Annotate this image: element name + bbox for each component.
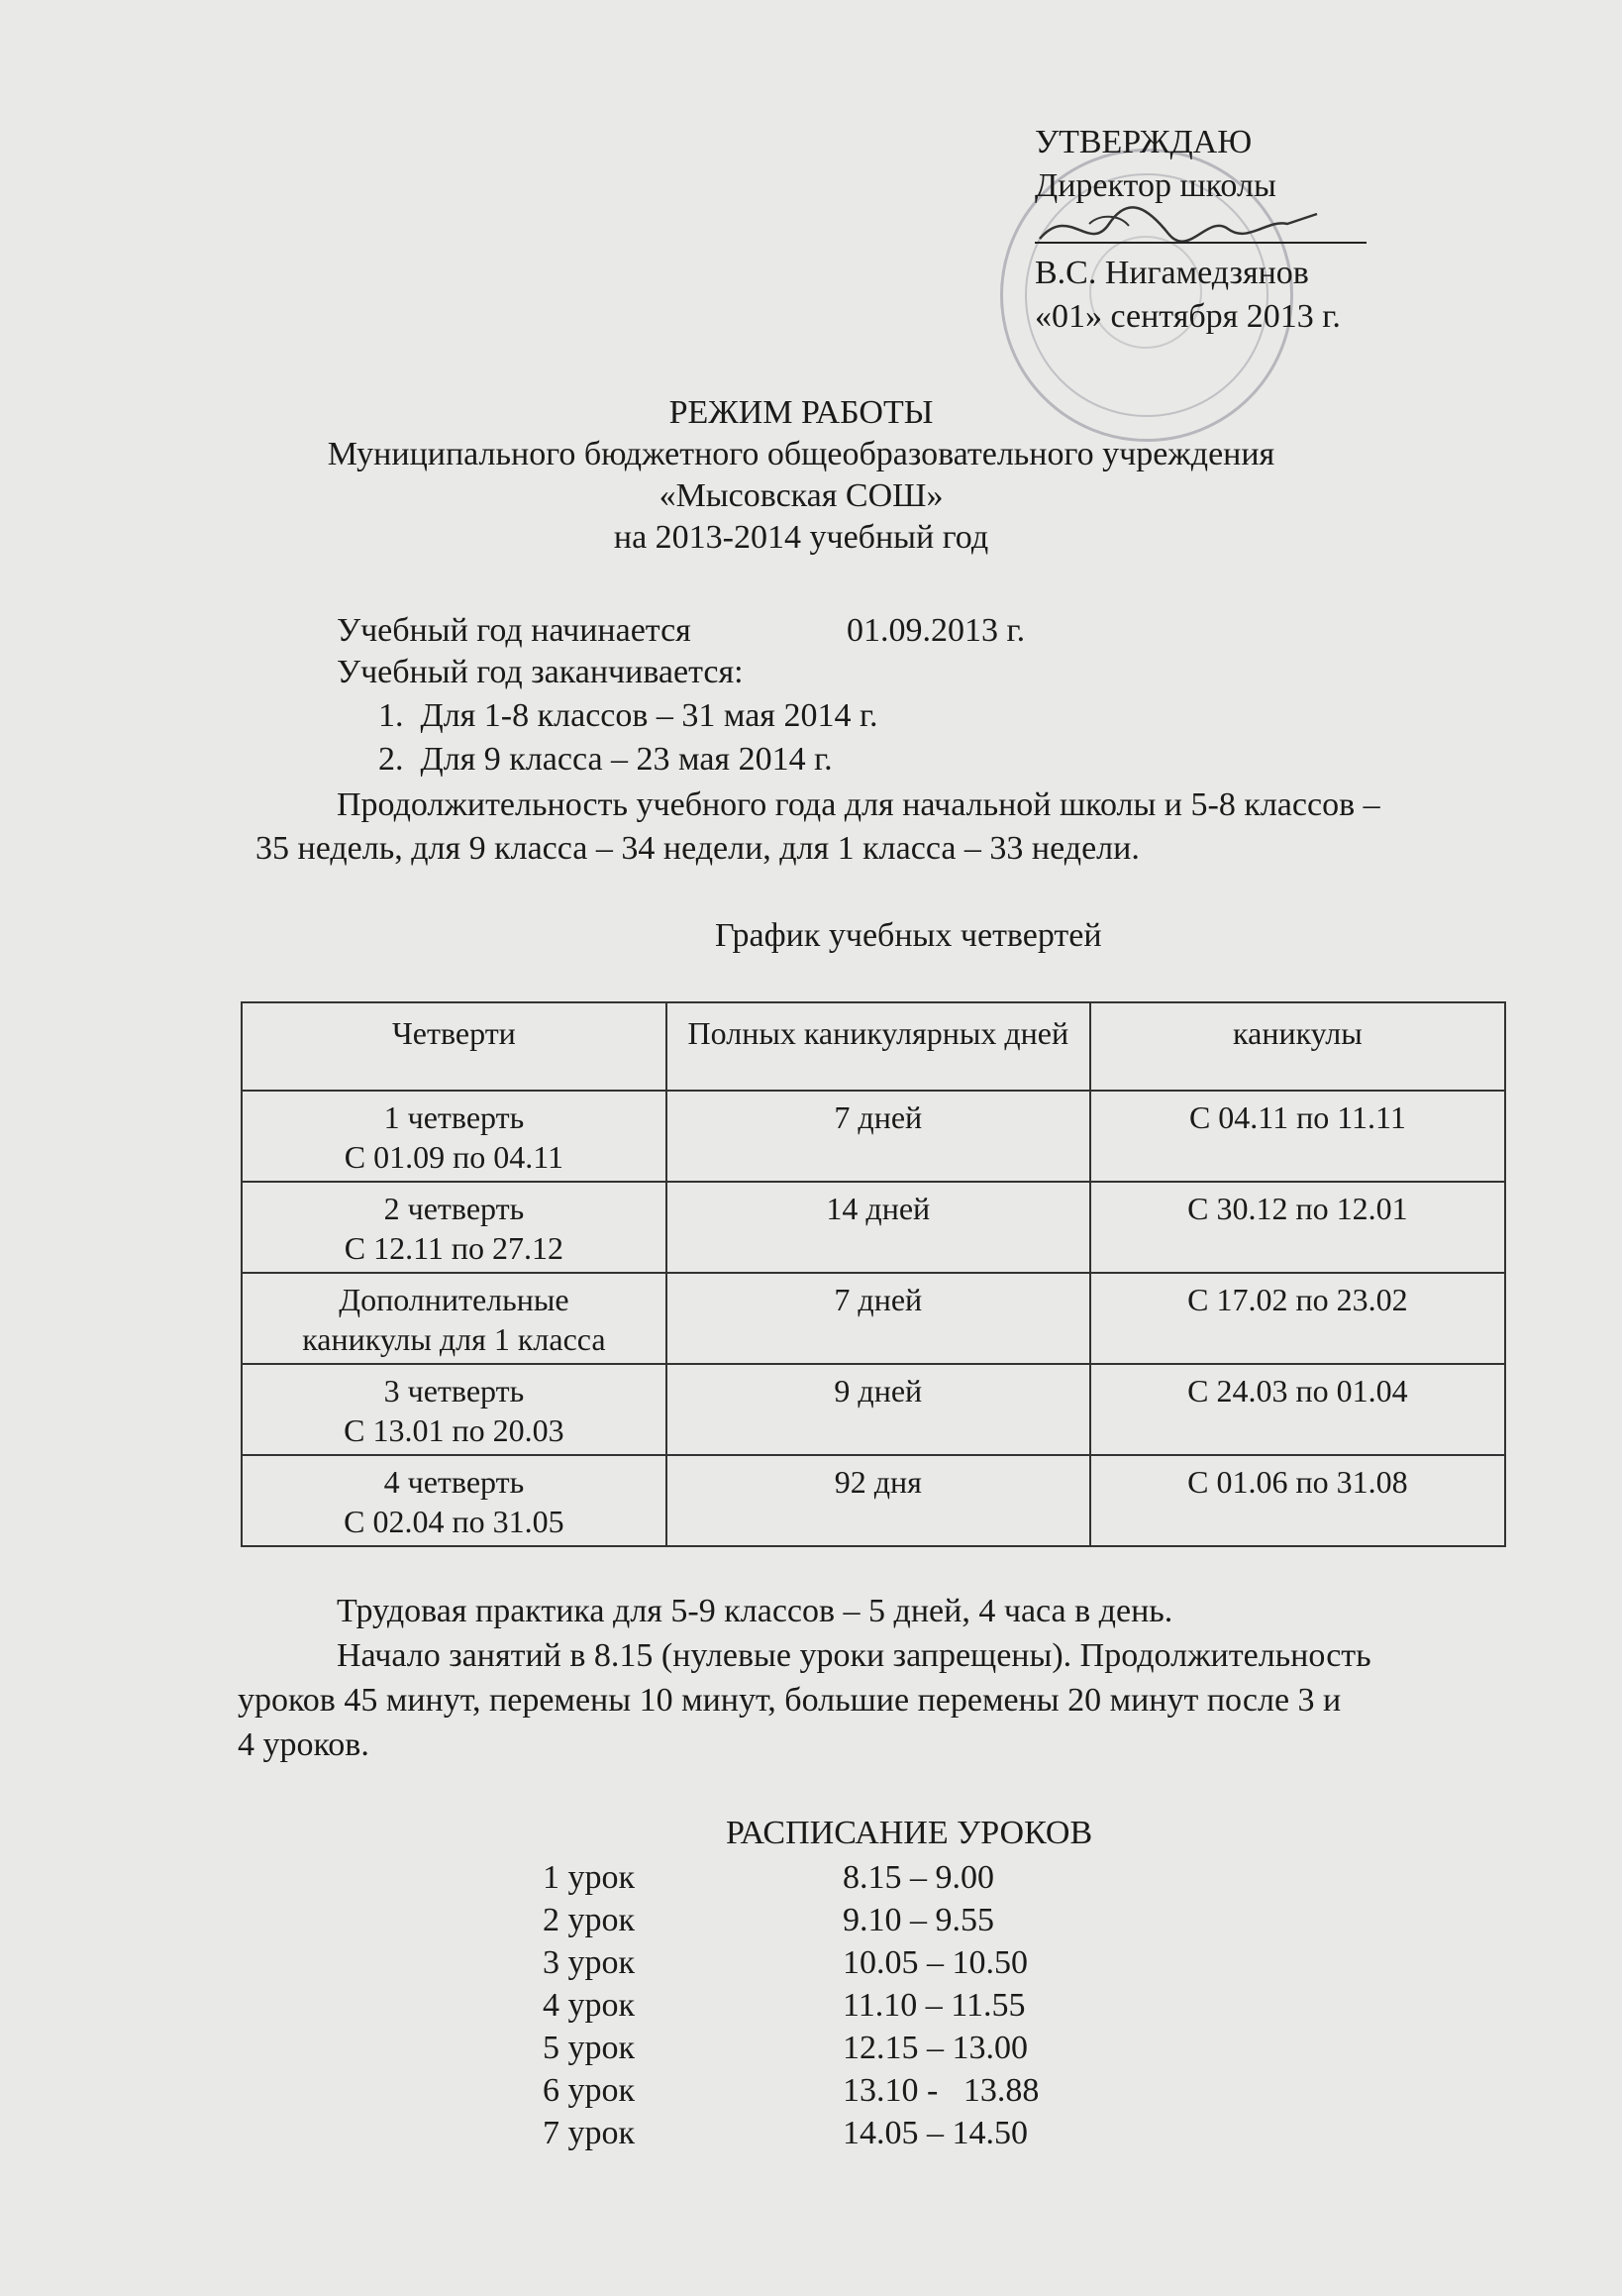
period-name: 3 четверть [383, 1373, 525, 1409]
approval-position: Директор школы [1035, 167, 1276, 204]
list-item [543, 1899, 1039, 1941]
approval-date: «01» сентября 2013 г. [1035, 298, 1341, 335]
list-num: 1. [378, 697, 404, 734]
days-cell: 7 дней [666, 1091, 1090, 1182]
lessons-info-line-2: уроков 45 минут, перемены 10 минут, большие перемены 20 минут после 3 и [238, 1682, 1342, 1719]
lesson-time: 13.10 - 13.88 [843, 2072, 1040, 2109]
lesson-time: 14.05 – 14.50 [843, 2115, 1028, 2151]
lesson-time: 9.10 – 9.55 [843, 1902, 994, 1938]
holidays-cell: С 04.11 по 11.11 [1090, 1091, 1505, 1182]
table-row [242, 1091, 1505, 1182]
list-item [543, 2112, 1039, 2154]
days-cell: 9 дней [666, 1364, 1090, 1455]
lesson-label: 5 урок [543, 2030, 636, 2066]
period-dates: С 13.01 по 20.03 [344, 1412, 564, 1448]
lesson-time: 12.15 – 13.00 [843, 2030, 1028, 2066]
list-item [543, 1856, 1039, 1899]
approval-name: В.С. Нигамедзянов [1035, 255, 1309, 291]
year-end-item-2 [378, 739, 833, 781]
practice-text: Трудовая практика для 5-9 классов – 5 дней, 4 часа в день. [337, 1593, 1173, 1629]
table-row [242, 1455, 1505, 1546]
table-row [242, 1182, 1505, 1273]
signature-line [1035, 242, 1367, 244]
lesson-label: 1 урок [543, 1859, 636, 1896]
table-row [242, 1273, 1505, 1364]
holidays-cell: С 17.02 по 23.02 [1090, 1273, 1505, 1364]
table-row [242, 1364, 1505, 1455]
period-name: 4 четверть [383, 1464, 525, 1500]
days-cell: 14 дней [666, 1182, 1090, 1273]
lesson-label: 7 урок [543, 2115, 636, 2151]
year-end-item-1 [378, 695, 878, 737]
year-start-date: 01.09.2013 г. [847, 612, 1026, 649]
quarters-table [241, 1001, 1506, 1547]
header-holidays: каникулы [1090, 1002, 1505, 1091]
lesson-time: 8.15 – 9.00 [843, 1859, 994, 1896]
lesson-label: 6 урок [543, 2072, 636, 2109]
period-name: Дополнительные [339, 1282, 569, 1317]
period-cell [242, 1273, 666, 1364]
schedule-title: РАСПИСАНИЕ УРОКОВ [726, 1815, 1093, 1851]
academic-year: на 2013-2014 учебный год [613, 519, 989, 556]
lesson-time: 11.10 – 11.55 [843, 1987, 1026, 2024]
period-dates: С 01.09 по 04.11 [344, 1139, 564, 1175]
list-item [543, 2027, 1039, 2069]
lessons-info-line-1: Начало занятий в 8.15 (нулевые уроки запрещены). Продолжительность [337, 1637, 1371, 1674]
approval-heading: УТВЕРЖДАЮ [1035, 124, 1253, 160]
period-cell [242, 1091, 666, 1182]
lesson-label: 4 урок [543, 1987, 636, 2024]
lesson-label: 2 урок [543, 1902, 636, 1938]
schedule-list [543, 1856, 1039, 2154]
holidays-cell: С 24.03 по 01.04 [1090, 1364, 1505, 1455]
period-cell [242, 1182, 666, 1273]
list-num: 2. [378, 741, 404, 778]
period-cell [242, 1364, 666, 1455]
table-header-row [242, 1002, 1505, 1091]
approval-block [1035, 121, 1341, 339]
list-item [543, 1984, 1039, 2027]
org-name: Муниципального бюджетного общеобразовательного учреждения [327, 436, 1275, 472]
duration-line-1: Продолжительность учебного года для начальной школы и 5-8 классов – [337, 786, 1380, 823]
period-name: 2 четверть [383, 1191, 525, 1226]
period-dates: С 02.04 по 31.05 [344, 1504, 564, 1539]
list-item [543, 2069, 1039, 2112]
days-cell: 7 дней [666, 1273, 1090, 1364]
holidays-cell: С 30.12 по 12.01 [1090, 1182, 1505, 1273]
period-dates: С 12.11 по 27.12 [344, 1230, 564, 1266]
lesson-label: 3 урок [543, 1944, 636, 1981]
quarters-caption: График учебных четвертей [715, 917, 1102, 954]
header-quarters: Четверти [242, 1002, 666, 1091]
period-dates: каникулы для 1 класса [302, 1321, 606, 1357]
list-text: Для 9 класса – 23 мая 2014 г. [420, 741, 833, 778]
doc-title: РЕЖИМ РАБОТЫ [668, 394, 934, 431]
lesson-time: 10.05 – 10.50 [843, 1944, 1028, 1981]
year-end-label: Учебный год заканчивается: [337, 654, 744, 690]
year-start-label: Учебный год начинается [337, 612, 691, 649]
list-text: Для 1-8 классов – 31 мая 2014 г. [420, 697, 878, 734]
period-cell [242, 1455, 666, 1546]
days-cell: 92 дня [666, 1455, 1090, 1546]
lessons-info-line-3: 4 уроков. [238, 1726, 369, 1763]
duration-line-2: 35 недель, для 9 класса – 34 недели, для 1 класса – 33 недели. [255, 830, 1140, 867]
holidays-cell: С 01.06 по 31.08 [1090, 1455, 1505, 1546]
header-days: Полных каникулярных дней [666, 1002, 1090, 1091]
list-item [543, 1941, 1039, 1984]
school-name: «Мысовская СОШ» [659, 477, 944, 514]
period-name: 1 четверть [383, 1099, 525, 1135]
